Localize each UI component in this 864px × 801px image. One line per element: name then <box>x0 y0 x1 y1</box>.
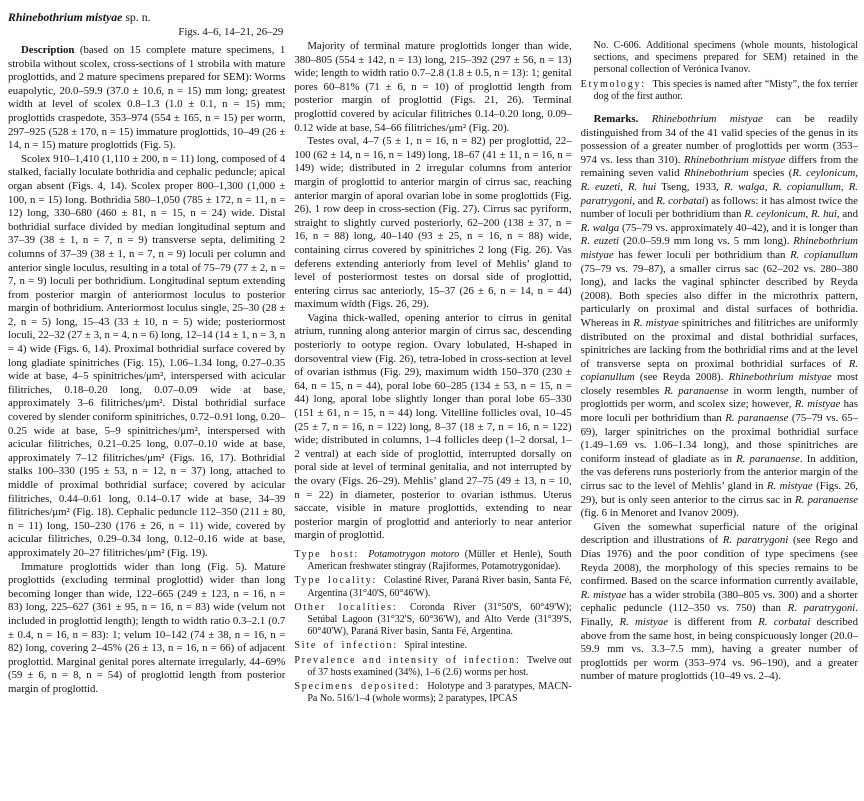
text-segment: (fig. 6 in Menoret and Ivanov 2009). <box>580 507 739 520</box>
text-segment: Twelve out of 37 hosts examined (34%), 1–6 (2.6) worms per host. <box>307 654 572 678</box>
text-segment: , and <box>632 194 657 207</box>
text-segment: Tseng, 1933, <box>656 180 724 193</box>
text-segment: Majority of terminal mature proglottids longer than wide, 380–805 (554 ± 142, n = 13) long, 215–392 (297 ± 56, n = 13) wide; length to width ratio 0.7–2.8 (1.8 ± 0.5, n = 13): 1; genital pores 60–81% (71 ± 6, n = 10) of proglottid length from posterior margin of proglottid (Figs. 21, 26). Terminal proglottid covered by acicular filitriches 0.14–0.20 long, 0.09–0.12 wide at base, 54–66 filitriches/μm² (Fig. 20). <box>294 40 572 134</box>
text-segment: species ( <box>748 167 793 180</box>
text-segment: (20.0–59.9 mm long vs. 5 mm long). <box>619 235 794 248</box>
text-segment: . In addition, the vas deferens runs posteriorly from the anterior margin of the cirrus sac to the level of Mehlis’ gland in <box>580 452 858 493</box>
text-segment: R. paranaense <box>664 384 729 397</box>
text-segment: , <box>620 180 629 193</box>
text-segment: has a wider strobila (380–805 vs. 300) and a shorter cephalic peduncle (112–350 vs. 750) than <box>580 588 858 615</box>
text-segment: This species is named after “Misty”, the fox terrier dog of the first author. <box>593 78 858 102</box>
text-segment: most closely resembles <box>580 371 858 397</box>
text-segment: Scolex 910–1,410 (1,110 ± 200, n = 11) long, composed of 4 stalked, facially loculate bothridia and cephalic peduncle; apical organ absent (Figs. 4, 14). Scolex proper 800–1,300 (1,000 ± 100, n = 15) long. Bothridia 580–1,050 (785 ± 172, n = 11, n = 12) long, 330–680 (460 ± 81, n = 15, n = 24) wide. Distal bothridial surface divided by median longitudinal septum and 37–39 (38 ± 1, n = 7, n = 9) transverse septa, delimiting 2 columns of 37–39 (38 ± 1, n = 7, n = 9) loculi per column and anterior single loculus, resulting in a total of 75–79 (77 ± 2, n = 7, n = 9) loculi per bothridium. Longitudinal septum extending from posterior margin of anteriormost loculus to posterior margin of bothridium. Anteriormost loculus single, 25–30 (28 ± 2, n = 5) long, 15–43 (33 ± 10, n = 5) wide; posteriormost loculi, 22–32 (27 ± 3, n = 4, n = 6) long, 12–14 (14 ± 1, n = 3, n = 4) wide (Figs. 6, 14). Proximal bothridial surface covered by long gladiate spinitriches (Fig. 15), 1.06–1.34 long, 0.27–0.35 wide at base, 4–5 spinitriches/μm², interspersed with acicular filitriches, 0.18–0.20 long, 0.07–0.09 wide at base, approximately 3–6 filitriches/μm². Distal bothridial surface covered by slender coniform spinitriches, 0.72–0.91 long, 0.20–0.25 wide at base, 5–9 spinitriches/μm², interspersed with acicular filitriches, 0.21–0.25 long, 0.07–0.10 wide at base, approximately 7–12 filitriches/μm² (Figs. 16, 17). Bothridial stalks 100–330 (195 ± 53, n = 12, n = 37) long, attached to middle of proximal bothridial surface; covered by acicular filitriches, 0.44–0.61 long, 0.14–0.17 wide at base, 34–39 filitriches/μm² (Fig. 18). Cephalic peduncle 112–350 (211 ± 80, n = 11) long, 150–230 (176 ± 26, n = 11) wide, covered by acicular filitriches, 0.29–0.34 long, 0.12–0.16 wide at base, approximately 20–27 filitriches/μm² (Fig. 19). <box>8 152 286 559</box>
text-segment: Description <box>21 44 75 56</box>
body-paragraph <box>294 40 571 135</box>
text-segment: R. paranaense <box>725 412 789 425</box>
text-segment: differs from the remaining seven valid <box>580 153 858 180</box>
entry-label: Prevalence and intensity of infection: <box>294 654 527 666</box>
text-segment: (based on 15 complete mature specimens, 1 strobila without scolex, cross-sections of 1 strobila with mature proglottids, and 2 mature specimens prepared for SEM): Worms euapolytic, 20.0–59.9 (37.0 ± 10.6, n = 15) mm long; greatest width at level of scolex 0.8–1.3 (1.0 ± 0.1, n = 15) mm; proglottids craspedote, 353–974 (554 ± 165, n = 15) per worm, 297–925 (528 ± 170, n = 15) immature proglottids, 10–49 (26 ± 14, n = 15) mature proglottids (Fig. 5). <box>8 44 286 152</box>
text-segment: sp. n. <box>122 10 151 24</box>
text-segment: R. mistyae <box>633 316 679 329</box>
taxonomy-entry <box>581 79 858 103</box>
text-segment: described above from the same host, in being conspicuously longer (20.0–59.9 mm vs. 3.3–7.5 mm), having a greater number of proglottids per worm (353–974 vs. 96–190), and a greater number of mature proglottids (10–49 vs. 2–4). <box>580 615 858 683</box>
entry-label: Type host: <box>294 548 369 560</box>
text-segment: R. mistyae <box>619 615 669 628</box>
text-segment: Rhinebothrium mistyae <box>728 371 832 384</box>
text-segment: Potamotrygon motoro <box>368 548 460 560</box>
text-segment: ) as follows: it has almost twice the number of loculi per bothridium than <box>580 194 858 221</box>
text-segment: R. paratrygoni <box>787 602 856 615</box>
entry-label: Specimens deposited: <box>294 681 428 692</box>
text-segment: No. C-606. Additional specimens (whole mounts, histological sections, and specimens prepared for SEM) retained in the personal collection of Verónica Ivanov. <box>593 40 858 76</box>
text-segment: R. paranaense <box>736 452 800 465</box>
body-paragraph <box>8 153 285 561</box>
text-segment: Rhinebothrium mistyae <box>651 113 763 126</box>
entry-label: Type locality: <box>294 575 384 587</box>
taxonomy-entry-continuation <box>581 40 858 77</box>
text-segment: R. corbatai <box>656 194 705 207</box>
column-right <box>581 10 858 801</box>
text-segment: Rhinebothrium mistyae <box>8 10 123 24</box>
taxonomy-entry <box>294 640 571 652</box>
taxonomy-entry <box>294 681 571 705</box>
text-segment: Rhinebothrium mistyae <box>580 235 858 261</box>
text-segment: has fewer loculi per bothridium than <box>613 248 791 261</box>
text-segment: R. walga <box>580 221 620 234</box>
text-segment: , <box>840 180 849 193</box>
text-segment: (Müller et Henle), South American freshwater stingray (Rajiformes, Potamotrygonidae). <box>307 548 572 573</box>
text-segment: (see Rego and Dias 1976) and the poor condition of type specimens (see Reyda 2008), the morphology of this species remains to be confirmed. Based on the scarce information currently available, <box>580 534 858 588</box>
text-segment: , <box>855 167 858 180</box>
entry-label: Etymology: <box>580 78 653 90</box>
text-segment: R. copianullum <box>790 248 858 261</box>
text-segment: Spiral intestine. <box>404 640 468 652</box>
text-segment: R. euzeti <box>580 235 620 248</box>
column-left <box>8 10 285 801</box>
column-middle <box>294 10 571 801</box>
text-segment: R. mistyae <box>794 398 841 411</box>
body-paragraph <box>294 312 571 543</box>
body-paragraph <box>581 521 858 684</box>
text-segment: Given the somewhat superficial nature of the original description and illustrations of <box>580 520 858 547</box>
taxonomy-entry <box>294 549 571 573</box>
text-segment: has more loculi per bothridium than <box>580 398 858 425</box>
text-segment: can be readily distinguished from 34 of the 41 valid species of the genus in its possession of a greater number of proglottids per worm (353–974 vs. less than 310). <box>580 113 858 166</box>
text-segment: Figs. 4–6, 14–21, 26–29 <box>178 26 284 38</box>
text-segment: R. ceylonicum <box>792 167 856 180</box>
text-segment: R. paratrygoni <box>580 180 858 207</box>
text-segment: Coronda River (31°50'S, 60°49'W); Setúbal Lagoon (31°32'S, 60°36'W), and Alto Verde (31°39'S, 60°40'W), Paraná River basin, Santa Fé, Argentina. <box>307 601 572 638</box>
text-segment: Immature proglottids wider than long (Fig. 5). Mature proglottids (excluding terminal proglottid) wider than long becoming longer than wide, 122–665 (249 ± 123, n = 16, n = 83) long, 225–627 (361 ± 95, n = 16, n = 83) wide (velum not included in proglottid length); length to width ratio 0.3–2.1 (0.7 ± 0.4, n = 16, n = 83): 1; velum 10–142 (74 ± 38, n = 16, n = 82) long, covering 2–45% (26 ± 13, n = 16, n = 66) of adjacent proglottid. Marginal genital pores alternate irregularly, 44–69% (59 ± 6, n = 8, n = 54) of proglottid length from posterior margin of proglottid. <box>8 560 286 695</box>
text-segment: R. walga <box>723 180 765 193</box>
text-segment: (Figs. 26, 29), but is only seen anterior to the cirrus sac in <box>580 480 858 506</box>
text-segment: R. ceylonicum <box>744 208 806 221</box>
text-segment: R. mistyae <box>580 588 627 601</box>
text-segment: R. mistyae <box>766 480 813 493</box>
text-segment: , and <box>836 208 858 221</box>
text-segment: R. copianullum <box>580 357 858 384</box>
text-segment: (75–79 vs. approximately 40–42), and it is longer than <box>619 221 858 234</box>
species-heading <box>8 10 285 25</box>
figures-reference <box>8 25 283 39</box>
text-segment: Rhinebothrium <box>683 167 749 180</box>
body-paragraph <box>581 113 858 521</box>
entry-label: Other localities: <box>294 601 411 613</box>
taxonomy-entry <box>294 602 571 639</box>
text-segment: spinitriches and filitriches are uniformly distributed on the proximal and distal bothridial surfaces, spinitriches are lacking from the bothridial rims and at the level of transverse septa on proximal bothridial surfaces of <box>580 316 858 370</box>
taxonomy-entry <box>294 655 571 679</box>
text-segment: Rhinebothrium mistyae <box>684 153 786 166</box>
text-segment: (75–79 vs. 65–69), larger spinitriches on the proximal bothridial surface (1.49–1.69 vs. 1.06–1.34 long), and those spinitriches are coniform instead of gladiate as in <box>580 412 858 465</box>
text-segment: , <box>805 208 812 221</box>
text-segment: R. copianullum <box>772 180 841 193</box>
body-paragraph <box>8 44 285 153</box>
text-segment: (75–79 vs. 79–87), a smaller cirrus sac (62–202 vs. 280–380 long), and lacks the vaginal sphincter described by Reyda (2008). Both species also differ in the microthrix pattern, particularly on proximal and distal surfaces of bothridia. Whereas in <box>580 262 858 329</box>
text-segment: Holotype and 3 paratypes, MACN-Pa No. 516/1–4 (whole worms); 2 paratypes, IPCAS <box>307 681 572 705</box>
text-segment: (see Reyda 2008). <box>634 371 729 384</box>
text-segment: in worm length, number of proglottids per worm, and scolex size; however, <box>580 384 858 411</box>
text-segment: Testes oval, 4–7 (5 ± 1, n = 16, n = 82) per proglottid, 22–100 (62 ± 14, n = 16, n = 149) long, 18–67 (41 ± 11, n = 16, n = 149) wide; distributed in 2 irregular columns from anterior margin of proglottid to anterior margin of cirrus sac, reaching anterior margin of aporal ovarian lobe in some proglottids (Fig. 26), 1 row deep in cross-section (Fig. 27). Cirrus sac pyriform, straight to slightly curved posteriorly, 62–200 (138 ± 37, n = 16, n = 88) long, 40–140 (93 ± 25, n = 16, n = 88) wide, containing cirrus covered by spinitriches 2 long (Fig. 26). Vas deferens extending anteriorly from level of Mehlis’ gland to level of posteriormost testes on dorsal side of proglottid, entering cirrus sac anteriorly, 15–37 (26 ± 6, n = 14, n = 44) maximum width (Figs. 26, 29). <box>294 135 572 311</box>
text-segment: , <box>764 180 773 193</box>
text-segment: Colastiné River, Paraná River basin, Santa Fé, Argentina (31°40'S, 60°46'W). <box>307 575 572 599</box>
text-segment: R. paranaense <box>795 493 858 506</box>
text-segment: Remarks. <box>593 113 652 126</box>
text-segment: Vagina thick-walled, opening anterior to cirrus in genital atrium, running along anterior margin of cirrus sac, descending posteriorly to ootype region. Ovary lobulated, H-shaped in dorsoventral view (Fig. 26), tetra-lobed in cross-section at level of ovarian isthmus (Fig. 29), maximum width 150–370 (230 ± 64, n = 15, n = 44), poral lobe 60–285 (134 ± 53, n = 15, n = 44) long, aporal lobe slightly longer than poral lobe 65–330 (151 ± 61, n = 15, n = 44) long. Vitelline follicles oval, 10–45 (25 ± 7, n = 16, n = 122) long, 8–37 (18 ± 7, n = 16, n = 122) wide; distributed in columns, 1–4 follicles deep (1–2 dorsal, 1–2 ventral) at each side of proglottid, interrupted dorsally on poral side at level of terminal genitalia, and not interrupted by the ovary (Figs. 26–29). Mehlis’ gland 27–75 (49 ± 13, n = 10, n = 22) in diameter, posterior to ovarian isthmus. Uterus saccate, visible in mature proglottids, extending to near posterior margin of proglottid and anteriorly to near anterior margin of proglottid. <box>294 311 572 542</box>
text-segment: R. hui <box>628 180 657 193</box>
text-segment: . Finally, <box>580 602 858 628</box>
taxonomy-entry <box>294 575 571 599</box>
text-segment: R. euzeti <box>580 180 621 193</box>
body-paragraph <box>294 135 571 312</box>
entry-label: Site of infection: <box>294 640 405 652</box>
text-segment: R. hui <box>811 208 837 221</box>
text-segment: is different from <box>668 615 759 628</box>
text-segment: R. corbatai <box>758 615 811 628</box>
text-segment: R. paratrygoni <box>722 534 789 547</box>
body-paragraph <box>8 561 285 697</box>
